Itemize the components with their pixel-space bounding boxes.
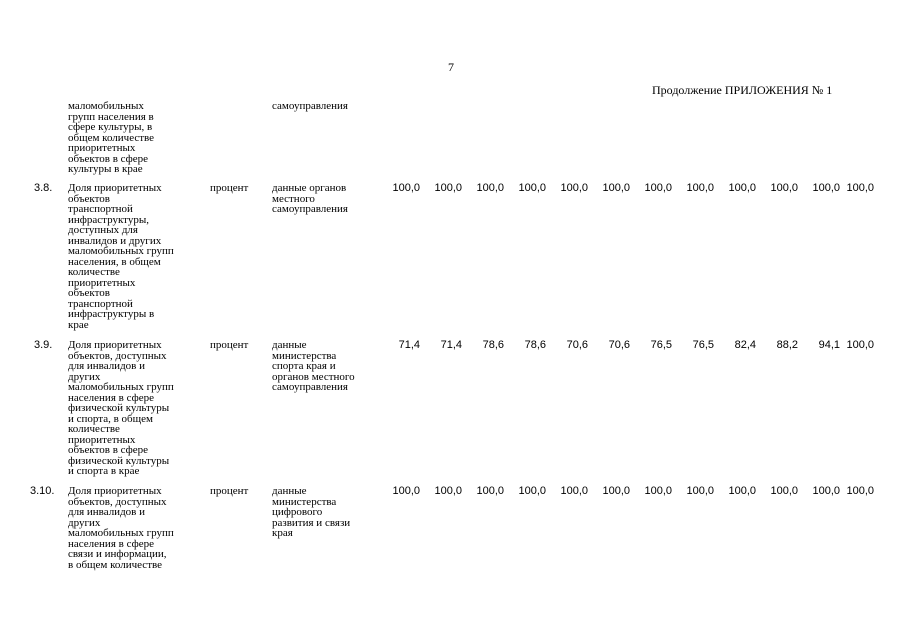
appendix-continuation-title: Продолжение ПРИЛОЖЕНИЯ № 1: [652, 83, 833, 97]
value-cell: 100,0: [644, 182, 672, 194]
value-cell: 100,0: [602, 485, 630, 497]
value-cell: 100,0: [728, 182, 756, 194]
carryover-source: самоуправления: [272, 100, 348, 112]
unit: процент: [210, 339, 249, 351]
value-cell: 71,4: [440, 339, 462, 351]
value-cell: 71,4: [398, 339, 420, 351]
value-cell: 100,0: [770, 182, 798, 194]
value-cell: 100,0: [812, 182, 840, 194]
value-cell: 78,6: [524, 339, 546, 351]
value-cell: 70,6: [608, 339, 630, 351]
value-cell: 100,0: [560, 182, 588, 194]
data-source: данные министерства спорта края и органов местного самоуправления: [272, 339, 355, 393]
carryover-indicator-name: маломобильных групп населения в сфере культуры, в общем количестве приоритетных объектов в сфере культуры в крае: [68, 100, 155, 175]
row-number: 3.10.: [30, 485, 55, 497]
value-cell: 76,5: [692, 339, 714, 351]
value-cell: 100,0: [392, 485, 420, 497]
page-number: 7: [448, 60, 454, 74]
data-source: данные министерства цифрового развития и связи края: [272, 485, 351, 539]
value-cell: 100,0: [560, 485, 588, 497]
value-cell: 82,4: [734, 339, 756, 351]
indicator-name: Доля приоритетных объектов, доступных для инвалидов и других маломобильных групп населения в сфере связи и информации, в общем количестве: [68, 485, 174, 571]
value-cell: 100,0: [846, 485, 874, 497]
value-cell: 100,0: [602, 182, 630, 194]
value-cell: 100,0: [476, 182, 504, 194]
value-cell: 100,0: [434, 182, 462, 194]
value-cell: 100,0: [846, 339, 874, 351]
value-cell: 100,0: [770, 485, 798, 497]
value-cell: 100,0: [518, 182, 546, 194]
indicator-name: Доля приоритетных объектов, доступных для инвалидов и других маломобильных групп населения в сфере физической культуры и спорта, в общем количестве приоритетных объектов в сфере физической культуры и спорта в крае: [68, 339, 174, 477]
value-cell: 100,0: [434, 485, 462, 497]
value-cell: 100,0: [476, 485, 504, 497]
value-cell: 88,2: [776, 339, 798, 351]
value-cell: 100,0: [518, 485, 546, 497]
value-cell: 94,1: [818, 339, 840, 351]
value-cell: 100,0: [686, 485, 714, 497]
value-cell: 70,6: [566, 339, 588, 351]
unit: процент: [210, 182, 249, 194]
row-number: 3.9.: [34, 339, 53, 351]
value-cell: 76,5: [650, 339, 672, 351]
value-cell: 100,0: [686, 182, 714, 194]
value-cell: 100,0: [846, 182, 874, 194]
row-number: 3.8.: [34, 182, 53, 194]
unit: процент: [210, 485, 249, 497]
indicator-name: Доля приоритетных объектов транспортной инфраструктуры, доступных для инвалидов и других маломобильных групп населения, в общем количестве приоритетных объектов транспортной инфраструктуры в крае: [68, 182, 174, 331]
value-cell: 78,6: [482, 339, 504, 351]
data-source: данные органов местного самоуправления: [272, 182, 348, 215]
value-cell: 100,0: [728, 485, 756, 497]
value-cell: 100,0: [812, 485, 840, 497]
value-cell: 100,0: [392, 182, 420, 194]
value-cell: 100,0: [644, 485, 672, 497]
